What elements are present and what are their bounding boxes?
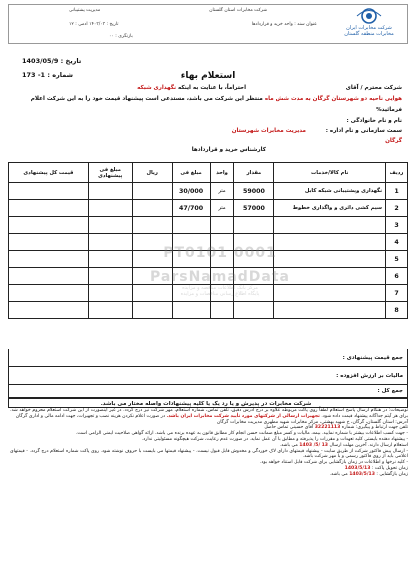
note-text: می باشد. [329, 471, 348, 477]
item-unit [210, 302, 234, 319]
org-subname: مخابرات منطقه گلستان [344, 31, 394, 37]
tax-label: مالیات بر ارزش افزوده : [336, 373, 403, 379]
item-quantity: 59000 [234, 183, 274, 200]
item-description: نگهداری وپشتیبانی شبکه کابل [274, 183, 386, 200]
note-text: استعلام ارسال دارند. آخرین مهلت ارسال [329, 442, 408, 448]
intro-request: منتظر این شرکت می باشد، مستدعی است پیشنهاد قیمت خود را به این شرکت اعلام [30, 96, 263, 102]
item-offer-price [88, 217, 132, 234]
note-paragraph: - کلیه نرخها و اطلاعات در زمان بازگشایی برای شرکت قابل استناد خواهد بود. [259, 460, 408, 466]
expert-title: کارشناس خرید و قراردادها [191, 147, 266, 153]
header-department: مدیریت پشتیبانی [69, 8, 101, 13]
item-rial [132, 183, 172, 200]
watermark-site: ParsNamadData [150, 269, 290, 285]
item-quantity [234, 302, 274, 319]
note-address: آدرس: استان گلستان، گرگان، خ شهید بهشتی، مرکز مخابرات شهید مطهری مدیریت مخابرات گرگان [216, 419, 408, 425]
note-text: می باشد. [279, 442, 298, 448]
item-unit-price: 30/000 [172, 183, 210, 200]
item-offer-total [9, 251, 89, 268]
note-text: تلفن جهت ارتباط و پیگیری: شماره [341, 425, 408, 431]
service-description: هوایی ناحیه دو شهرستان گرگان به مدت شش ماه [264, 96, 402, 102]
unit-city: گرگان [385, 138, 402, 144]
telecom-logo-icon [354, 7, 384, 25]
table-header-row [9, 163, 408, 183]
row-number: 5 [386, 251, 408, 268]
item-unit-price [172, 217, 210, 234]
note-text: آقای حسینی تماس حاصل [264, 425, 314, 431]
intro-line-3: فرمائید% [376, 107, 402, 113]
row-number: 8 [386, 302, 408, 319]
item-description: سیم کشی دائری و واگذاری خطوط [274, 200, 386, 217]
table-row [9, 200, 408, 217]
item-rial [132, 217, 172, 234]
deadline-year: 1403 [299, 442, 313, 448]
item-unit [210, 217, 234, 234]
header-doc-date: تاریخ : ۱۴۰۳/۰۳ ادمی : ۱۲ [69, 22, 119, 27]
org-name: شرکت مخابرات ایران [346, 25, 392, 31]
item-offer-price [88, 302, 132, 319]
note-text: زمان بازگشایی : [376, 471, 408, 477]
header-doc-title: عنوان سند : واحد خرید و قراردادها [251, 22, 317, 27]
document-header [8, 4, 408, 44]
item-offer-price [88, 251, 132, 268]
item-unit-price [172, 302, 210, 319]
total-label: جمع قیمت پیشنهادی : [342, 355, 403, 361]
item-offer-price [88, 234, 132, 251]
row-number: 6 [386, 268, 408, 285]
greeting-text: احتراماً، با عنایت به اینکه [178, 85, 246, 91]
row-number: 2 [386, 200, 408, 217]
row-number: 7 [386, 285, 408, 302]
watermark-code: PT0101 0001 [163, 245, 277, 261]
grand-total-row [8, 385, 408, 398]
row-number: 4 [386, 234, 408, 251]
item-offer-price [88, 183, 132, 200]
page-title: استعلام بهاء [180, 71, 236, 81]
note-text: در صورت اعلام نکردن هزینه نصب و تجهیزات، جهت ادامه مالی و اداری گرگان [15, 413, 166, 419]
row-number: 3 [386, 217, 408, 234]
note-paragraph: - ارسال پیش فاکتور شرکت از طریق سایت - پیشنهاد قیمتهای دارای لاک خوردگی و مخدوش قابل قبول نیست. - پیشنهاد قیمتها می بایست با حروف نوشته شود. روی پاکت شماره استعلام درج گردد. - قیمتهای اعلامی باید از روی فاکتور رسمی و با مهر شرکت باشد. [10, 448, 408, 460]
header-company: شرکت مخابرات استان گلستان [209, 8, 267, 13]
addressee: شرکت محترم / آقای [345, 85, 402, 91]
item-unit: متر [210, 200, 234, 217]
item-offer-total [9, 302, 89, 319]
col-header: قیمت کل پیشنهادی [9, 163, 89, 183]
col-header: نام کالا/خدمات [274, 163, 386, 183]
unit-value: مدیریت مخابرات شهرستان [231, 128, 306, 134]
header-revision: بازنگری : ۰۰ [109, 34, 133, 39]
col-header: ردیف [386, 163, 408, 183]
requester-label: نام و نام خانوادگی : [346, 118, 402, 124]
note-text: زمان تحویل پاکت : [371, 465, 408, 471]
row-number: 1 [386, 183, 408, 200]
company-logo [333, 7, 405, 41]
item-offer-total [9, 200, 89, 217]
rejection-note [8, 398, 408, 408]
deadline-day: 13 [321, 442, 329, 448]
opening-date: 1403/5/13 [349, 471, 375, 477]
terms-notes [10, 408, 408, 478]
item-offer-total [9, 234, 89, 251]
greeting-subject: نگهداری شبکه [137, 85, 177, 91]
deadline-month: /5/ [313, 442, 321, 448]
contact-number: 32221113 [314, 425, 341, 431]
note-highlight: تجهیزات ارسالی از شرکتهای مورد تأیید شرکت مخابرات ایران باشد. [166, 413, 320, 419]
item-offer-total [9, 285, 89, 302]
item-offer-total [9, 268, 89, 285]
col-header: مبلغ فی [172, 163, 210, 183]
watermark [140, 245, 300, 297]
doc-date: تاریخ : 1403/05/9 [22, 57, 82, 65]
note-opening-time [10, 472, 408, 478]
item-rial [132, 302, 172, 319]
note-paragraph: - جهت کسب اطلاعات بیشتر با شماره نمایید. بیمه، مالیات و کسر مبلغ ضمانت حسن انجام کار مطابق قانون به عهده برنده می باشد. ارائه گواهی صلاحیت ایمنی الزامی است. [75, 431, 408, 437]
watermark-caption-2: پایگاه اطلاع رسانی مناقصات و مزایده [180, 291, 260, 297]
grand-total-label: جمع کل : [377, 388, 403, 394]
item-quantity: 57000 [234, 200, 274, 217]
note-text: توضیحات: در هنگام ارسال پاسخ استعلام لطفاً روی پاکت مربوطه علاوه بر درج آدرس دقیق، تلفن تماس، شماره استعلام، مهر شرکت نیز درج گردد. در غیر اینصورت از این شرکت استعلام محروم خواهد شد. برای هر آیتم جداگانه پیشنهاد قیمت داده شود. [10, 408, 408, 419]
item-rial [132, 200, 172, 217]
total-row [8, 349, 408, 367]
rejection-note-text: شرکت مخابرات در پذیرش و یا رد یک یا کلیه پیشنهادات واصله مختار می باشد. [100, 401, 312, 407]
col-header: مقدار [234, 163, 274, 183]
item-quantity [234, 217, 274, 234]
item-offer-price [88, 285, 132, 302]
table-row [9, 302, 408, 319]
item-unit-price: 47/700 [172, 200, 210, 217]
watermark-caption-1: مرکز بانک اطلاعات مناقصه و مزایده [182, 285, 258, 291]
intro-line-2 [31, 96, 402, 102]
item-offer-price [88, 200, 132, 217]
note-paragraph [10, 408, 408, 420]
greeting [137, 85, 246, 91]
unit-label: سمت سازمانی و نام اداره : [325, 128, 402, 134]
note-paragraph: - پیشنهاد دهنده بایستی کلیه تعهدات و مقررات را پذیرفته و مطابق با آن عمل نماید. در صورت عدم رعایت، شرکت هیچگونه مسئولیتی ندارد. [141, 436, 408, 442]
item-offer-total [9, 217, 89, 234]
table-row [9, 183, 408, 200]
item-offer-price [88, 268, 132, 285]
item-unit: متر [210, 183, 234, 200]
doc-number: شماره : 1- 173 [22, 71, 73, 79]
item-offer-total [9, 183, 89, 200]
col-header: ریال [132, 163, 172, 183]
item-description [274, 217, 386, 234]
table-row [9, 217, 408, 234]
item-description [274, 302, 386, 319]
delivery-date: 1403/5/13 [344, 465, 371, 471]
col-header: واحد [210, 163, 234, 183]
col-header: مبلغ فی پیشنهادی [88, 163, 132, 183]
tax-row [8, 367, 408, 385]
